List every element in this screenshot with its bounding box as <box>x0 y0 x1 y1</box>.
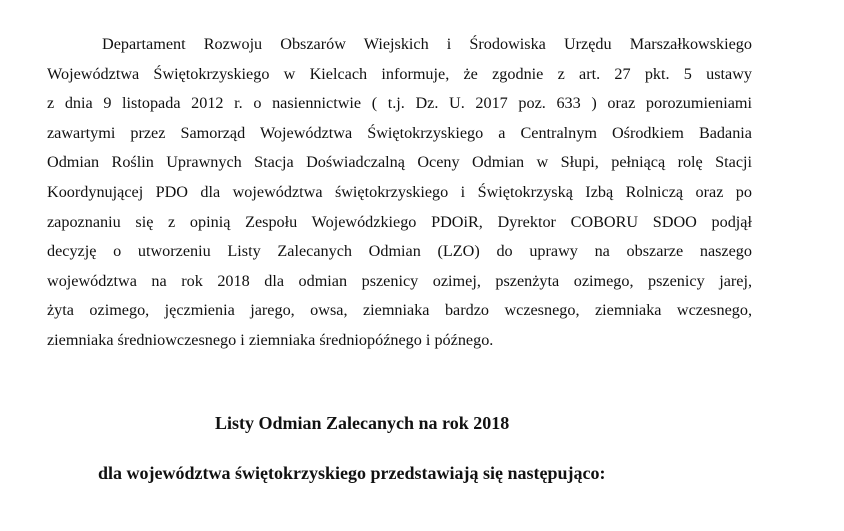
paragraph-line-8: decyzję o utworzeniu Listy Zalecanych Odmian (LZO) do uprawy na obszarze naszego <box>47 242 752 261</box>
paragraph-line-9: województwa na rok 2018 dla odmian pszenicy ozimej, pszenżyta ozimego, pszenicy jarej, <box>47 271 752 290</box>
paragraph-line-11: ziemniaka średniowczesnego i ziemniaka średniopóźnego i późnego. <box>47 330 494 349</box>
paragraph-line-6: Koordynującej PDO dla województwa świętokrzyskiego i Świętokrzyską Izbą Rolniczą oraz po <box>47 182 752 201</box>
paragraph-line-7: zapoznaniu się z opinią Zespołu Wojewódzkiego PDOiR, Dyrektor COBORU SDOO podjął <box>47 212 752 231</box>
list-heading-title: Listy Odmian Zalecanych na rok 2018 <box>215 413 510 433</box>
paragraph-line-1: Departament Rozwoju Obszarów Wiejskich i Środowiska Urzędu Marszałkowskiego <box>102 35 752 53</box>
paragraph-line-3: z dnia 9 listopada 2012 r. o nasiennictwie ( t.j. Dz. U. 2017 poz. 633 ) oraz porozumieniami <box>47 94 752 113</box>
list-heading-subtitle: dla województwa świętokrzyskiego przedstawiają się następująco: <box>98 463 606 483</box>
paragraph-line-2: Województwa Świętokrzyskiego w Kielcach informuje, że zgodnie z art. 27 pkt. 5 ustawy <box>47 64 752 83</box>
paragraph-line-10: żyta ozimego, jęczmienia jarego, owsa, ziemniaka bardzo wczesnego, ziemniaka wczesnego, <box>47 301 752 320</box>
paragraph-line-4: zawartymi przez Samorząd Województwa Świętokrzyskiego a Centralnym Ośrodkiem Badania <box>47 123 752 142</box>
announcement-paragraph <box>47 30 752 356</box>
paragraph-line-5: Odmian Roślin Uprawnych Stacja Doświadczalną Oceny Odmian w Słupi, pełniącą rolę Stacji <box>47 153 752 172</box>
